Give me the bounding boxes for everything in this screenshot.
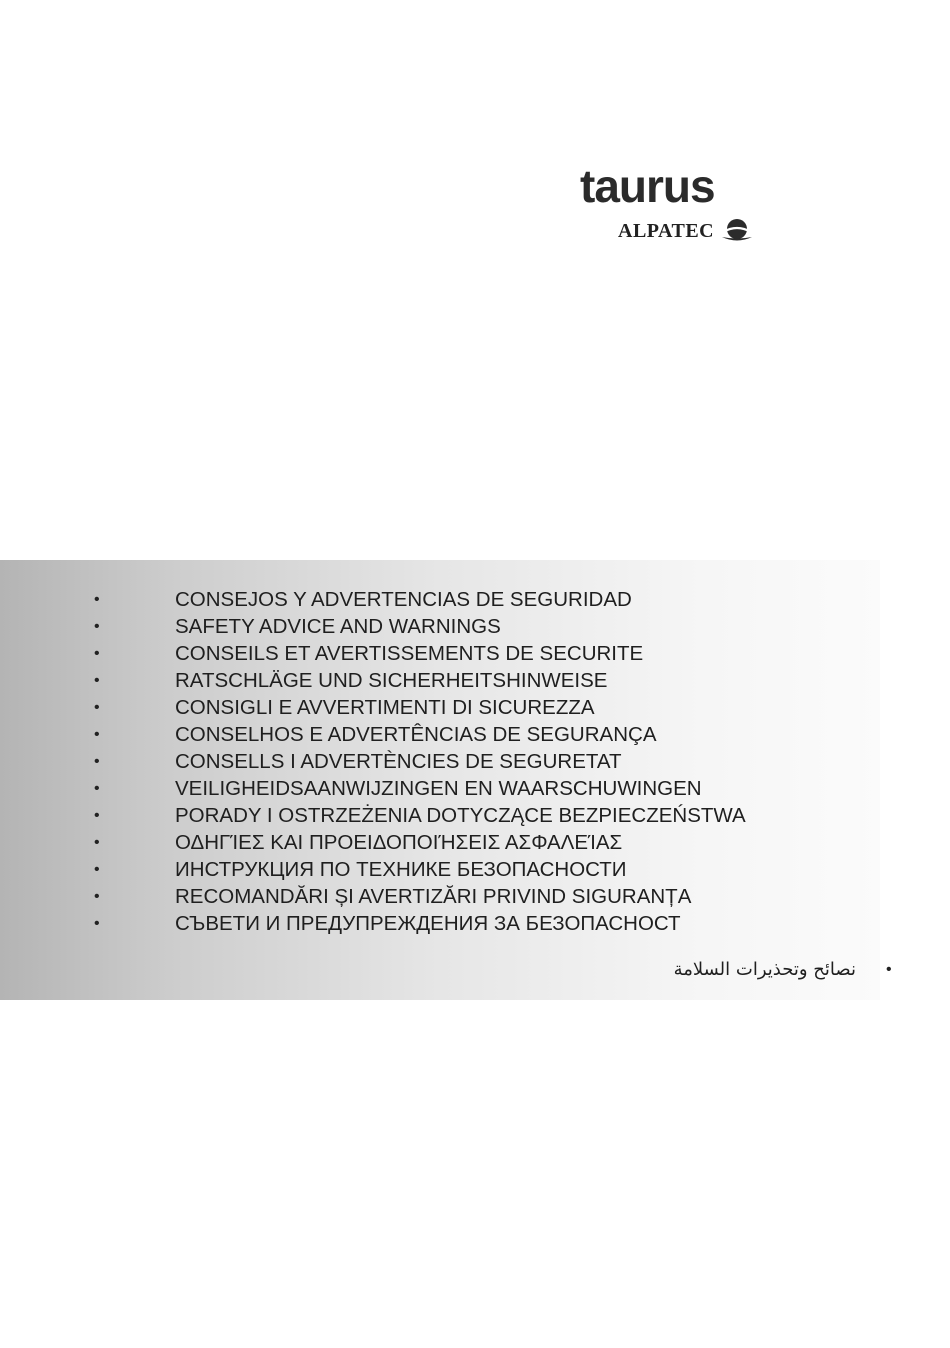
list-item [0,856,880,883]
list-item [0,748,880,775]
logo-sub-text: ALPATEC [618,219,715,242]
bullet: • [94,672,100,689]
arabic-list-item [0,955,892,985]
bullet: • [94,591,100,608]
bullet: • [94,618,100,635]
item-text: RATSCHLÄGE UND SICHERHEITSHINWEISE [175,669,608,692]
arabic-item-text: نصائح وتحذيرات السلامة [673,959,856,980]
bullet: • [94,780,100,797]
item-text: VEILIGHEIDSAANWIJZINGEN EN WAARSCHUWINGEN [175,777,702,800]
item-text: CONSELHOS E ADVERTÊNCIAS DE SEGURANÇA [175,723,657,746]
item-text: SAFETY ADVICE AND WARNINGS [175,615,501,638]
bullet: • [94,699,100,716]
safety-titles-list [0,586,880,937]
bullet: • [94,645,100,662]
bullet: • [886,961,892,978]
list-item [0,586,880,613]
logo-brand-text: taurus [580,162,715,212]
bullet: • [94,753,100,770]
item-text: СЪВЕТИ И ПРЕДУПРЕЖДЕНИЯ ЗА БЕЗОПАСНОСТ [175,912,681,935]
alpatec-emblem-icon [720,216,754,246]
item-text: ΟΔΗΓΊΕΣ ΚΑΙ ΠΡΟΕΙΔΟΠΟΙΉΣΕΙΣ ΑΣΦΑΛΕΊΑΣ [175,831,623,854]
list-item [0,775,880,802]
item-text: CONSEJOS Y ADVERTENCIAS DE SEGURIDAD [175,588,632,611]
item-text: ИНСТРУКЦИЯ ПО ТЕХНИКЕ БЕЗОПАСНОСТИ [175,858,627,881]
item-text: CONSELLS I ADVERTÈNCIES DE SEGURETAT [175,750,622,773]
bullet: • [94,834,100,851]
item-text: RECOMANDĂRI ȘI AVERTIZĂRI PRIVIND SIGURANȚA [175,885,692,908]
bullet: • [94,726,100,743]
item-text: CONSEILS ET AVERTISSEMENTS DE SECURITE [175,642,644,665]
bullet: • [94,888,100,905]
taurus-wordmark [578,162,796,214]
list-item [0,910,880,937]
list-item [0,829,880,856]
item-text: PORADY I OSTRZEŻENIA DOTYCZĄCE BEZPIECZEŃSTWA [175,804,746,827]
bullet: • [94,861,100,878]
taurus-alpatec-logo [578,162,798,252]
list-item [0,802,880,829]
list-item [0,721,880,748]
alpatec-sublogo [618,214,754,248]
bullet: • [94,807,100,824]
item-text: CONSIGLI E AVVERTIMENTI DI SICUREZZA [175,696,595,719]
list-item [0,613,880,640]
list-item [0,667,880,694]
list-item [0,640,880,667]
bullet: • [94,915,100,932]
list-item [0,694,880,721]
list-item [0,883,880,910]
